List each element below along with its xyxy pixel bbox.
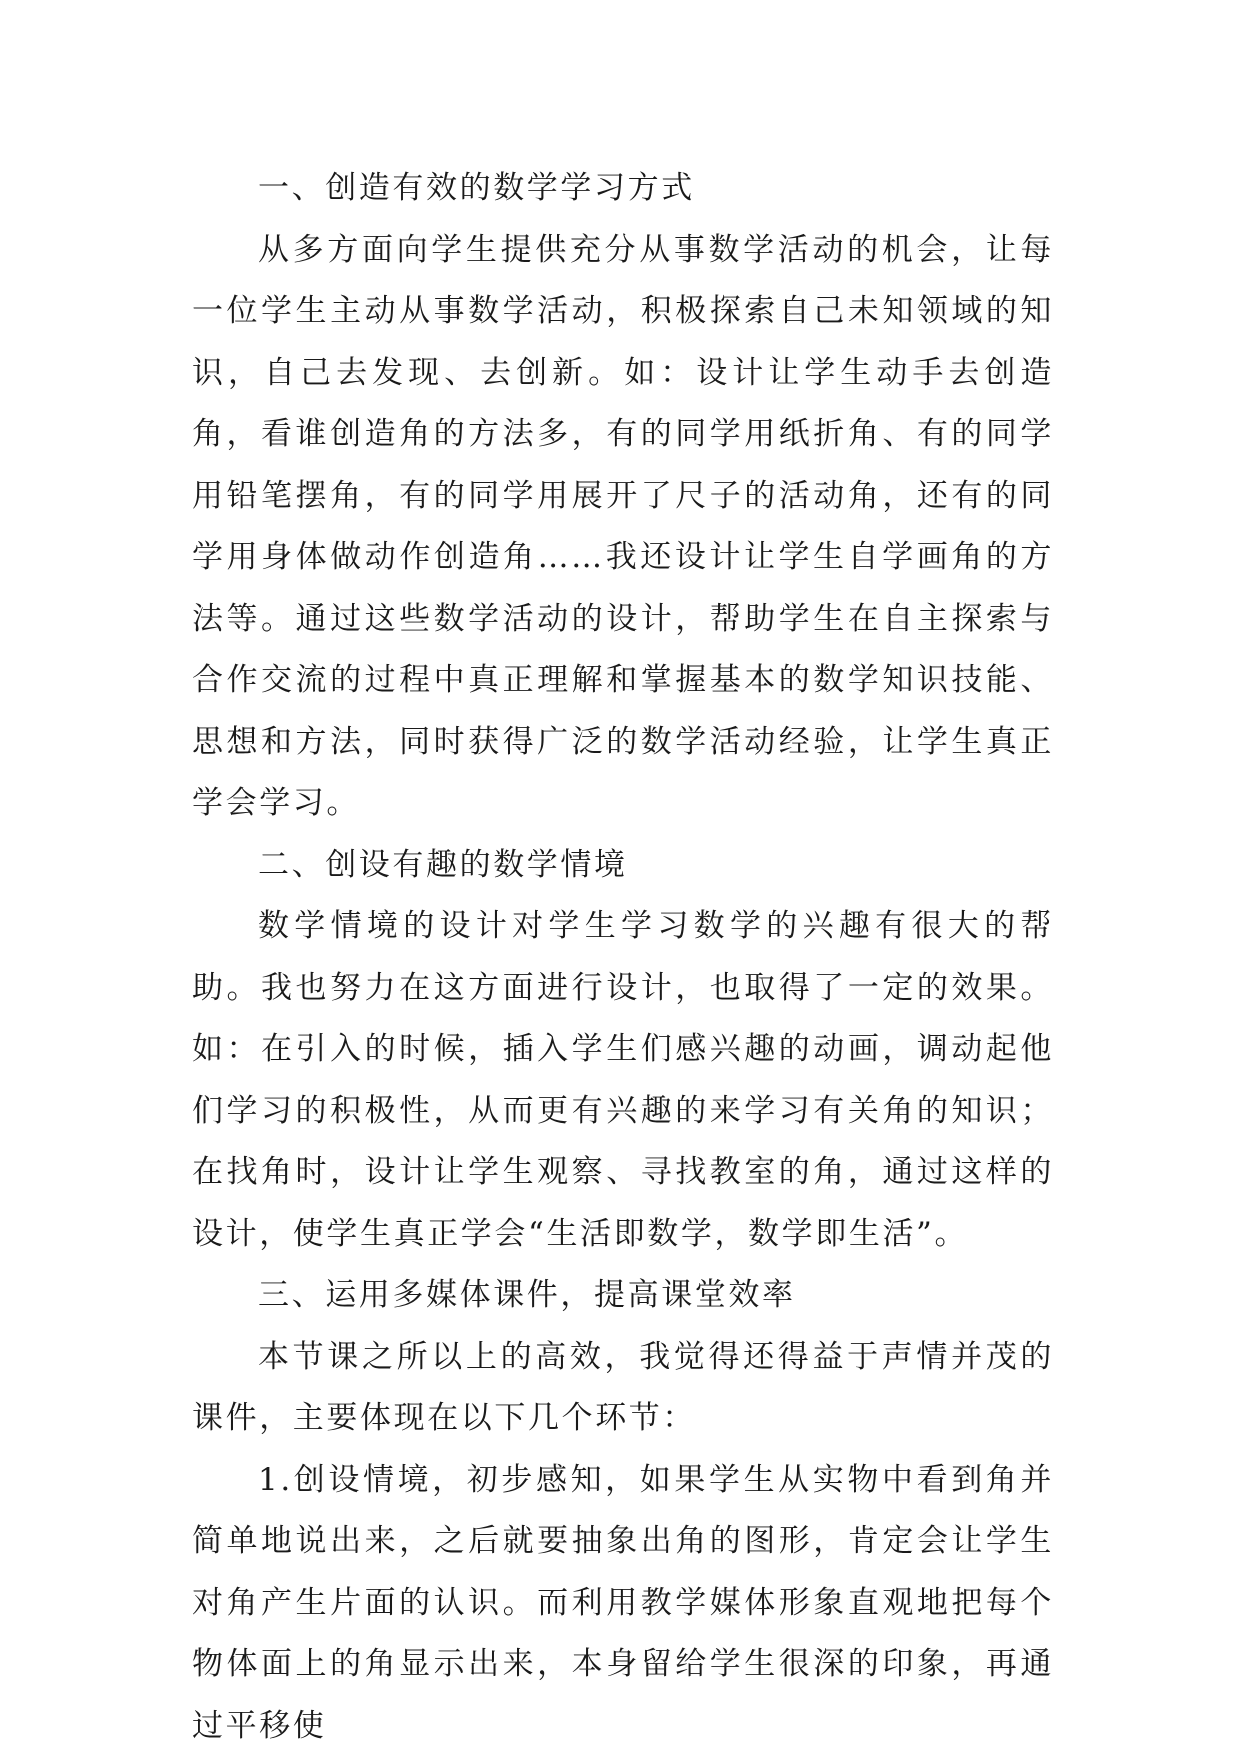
section-heading-3: 三、运用多媒体课件，提高课堂效率 xyxy=(192,1265,1054,1327)
paragraph-4: 1.创设情境，初步感知，如果学生从实物中看到角并简单地说出来，之后就要抽象出角的图形，肯定会让学生对角产生片面的认识。而利用教学媒体形象直观地把每个物体面上的角显示出来，本身留给学生很深的印象，再通过平移使 xyxy=(192,1450,1054,1757)
section-heading-2: 二、创设有趣的数学情境 xyxy=(192,835,1054,897)
paragraph-2: 数学情境的设计对学生学习数学的兴趣有很大的帮助。我也努力在这方面进行设计，也取得了一定的效果。如：在引入的时候，插入学生们感兴趣的动画，调动起他们学习的积极性，从而更有兴趣的来学习有关角的知识；在找角时，设计让学生观察、寻找教室的角，通过这样的设计，使学生真正学会“生活即数学，数学即生活”。 xyxy=(192,896,1054,1265)
document-page xyxy=(192,158,1054,1757)
paragraph-3: 本节课之所以上的高效，我觉得还得益于声情并茂的课件，主要体现在以下几个环节： xyxy=(192,1327,1054,1450)
section-heading-1: 一、创造有效的数学学习方式 xyxy=(192,158,1054,220)
paragraph-1: 从多方面向学生提供充分从事数学活动的机会，让每一位学生主动从事数学活动，积极探索自己未知领域的知识，自己去发现、去创新。如：设计让学生动手去创造角，看谁创造角的方法多，有的同学用纸折角、有的同学用铅笔摆角，有的同学用展开了尺子的活动角，还有的同学用身体做动作创造角……我还设计让学生自学画角的方法等。通过这些数学活动的设计，帮助学生在自主探索与合作交流的过程中真正理解和掌握基本的数学知识技能、思想和方法，同时获得广泛的数学活动经验，让学生真正学会学习。 xyxy=(192,220,1054,835)
